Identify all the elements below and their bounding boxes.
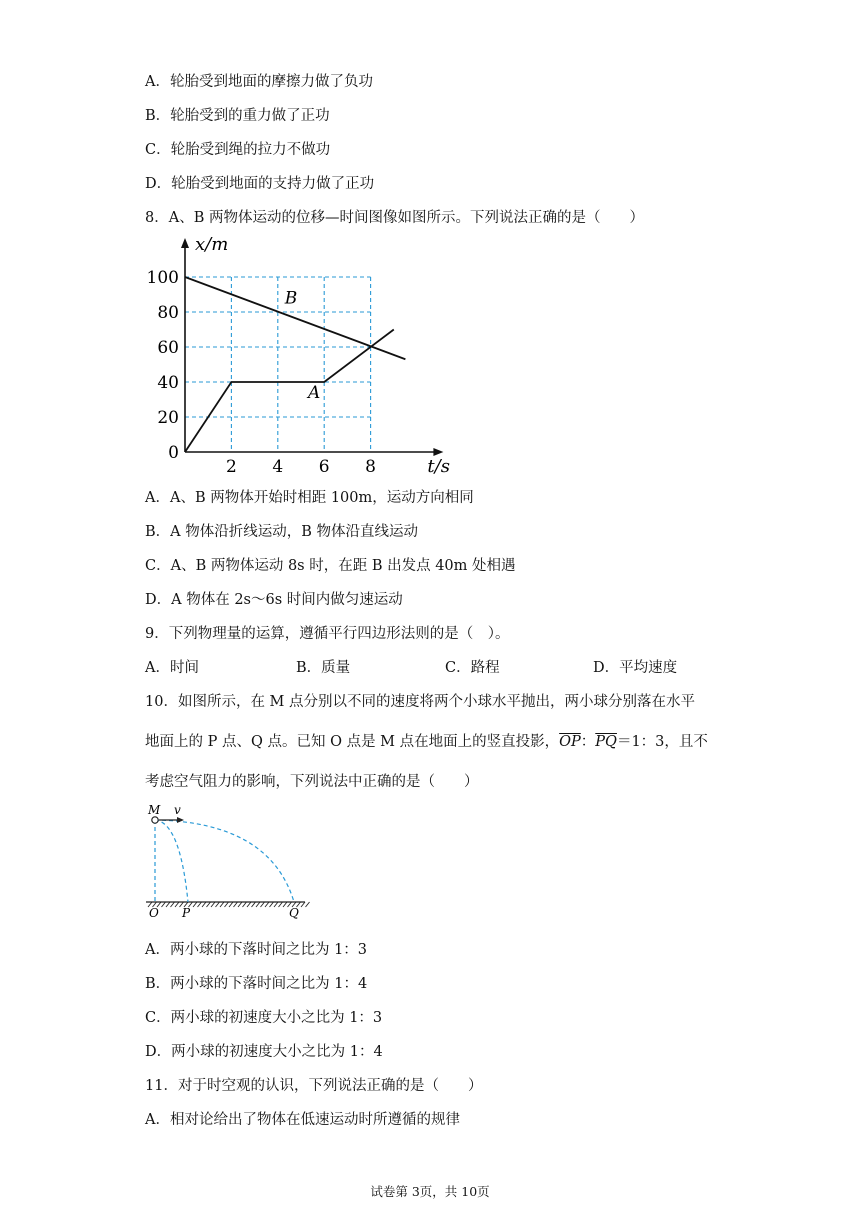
- hatch-mark: [216, 902, 220, 907]
- hatch-mark: [252, 902, 256, 907]
- y-tick-label: 20: [157, 408, 179, 428]
- y-tick-label: 100: [146, 268, 179, 288]
- x-axis-arrow: [433, 448, 443, 456]
- ground-hatch: [148, 902, 310, 907]
- series-label-a: A: [307, 382, 321, 403]
- y-tick-label: 0: [168, 443, 179, 463]
- q10-option-c: C．两小球的初速度大小之比为 1：3: [145, 1010, 383, 1026]
- q8-option-b: B．A 物体沿折线运动，B 物体沿直线运动: [145, 524, 418, 540]
- trajectory-to-p: [155, 820, 188, 902]
- q8-stem: 8．A、B 两物体运动的位移—时间图像如图所示。下列说法正确的是（ ）: [145, 210, 644, 226]
- q11-stem: 11．对于时空观的认识，下列说法正确的是（ ）: [145, 1078, 483, 1094]
- q10-stem-line2: [145, 732, 708, 752]
- hatch-mark: [256, 902, 260, 907]
- hatch-mark: [198, 902, 202, 907]
- hatch-mark: [220, 902, 224, 907]
- y-tick-label: 40: [157, 373, 179, 393]
- q9-option-c: C．路程: [445, 660, 500, 676]
- label-q: Q: [289, 906, 299, 920]
- x-tick-label: 8: [365, 457, 377, 477]
- label-m: M: [148, 803, 161, 817]
- q9-option-a: A．时间: [145, 660, 199, 676]
- hatch-mark: [229, 902, 233, 907]
- label-p: P: [182, 906, 191, 920]
- q9-option-d: D．平均速度: [593, 660, 678, 676]
- hatch-mark: [243, 902, 247, 907]
- q8-option-d: D．A 物体在 2s～6s 时间内做匀速运动: [145, 592, 403, 608]
- series-line-a: [185, 330, 394, 453]
- hatch-mark: [162, 902, 166, 907]
- ratio-colon: ：: [580, 734, 596, 750]
- q10-stem-line3: 考虑空气阻力的影响，下列说法中正确的是（ ）: [145, 774, 479, 790]
- q10-projectile-figure: [140, 800, 315, 922]
- y-tick-label: 80: [157, 303, 179, 323]
- x-tick-label: 4: [272, 457, 284, 477]
- hatch-mark: [234, 902, 238, 907]
- x-axis-label: t/s: [427, 456, 450, 477]
- q8-xt-graph: [140, 234, 450, 477]
- hatch-mark: [207, 902, 211, 907]
- hatch-mark: [261, 902, 265, 907]
- vector-pq: $\overline{PQ}$: [595, 734, 617, 750]
- page-footer: 试卷第 3页，共 10页: [370, 1184, 490, 1199]
- y-axis-label: x/m: [195, 234, 229, 255]
- q11-option-a: A．相对论给出了物体在低速运动时所遵循的规律: [145, 1112, 460, 1128]
- x-tick-label: 6: [318, 457, 330, 477]
- q10-stem-line1: 10．如图所示，在 M 点分别以不同的速度将两个小球水平抛出，两小球分别落在水平: [145, 694, 696, 710]
- q7-option-a: A．轮胎受到地面的摩擦力做了负功: [145, 74, 373, 90]
- hatch-mark: [238, 902, 242, 907]
- hatch-mark: [265, 902, 269, 907]
- point-m: [152, 817, 158, 823]
- hatch-mark: [283, 902, 287, 907]
- hatch-mark: [211, 902, 215, 907]
- label-o: O: [149, 906, 159, 920]
- q7-option-c: C．轮胎受到绳的拉力不做功: [145, 142, 331, 158]
- y-axis-arrow: [181, 238, 189, 248]
- trajectory-to-q: [155, 820, 294, 902]
- q9-option-b: B．质量: [296, 660, 351, 676]
- q10-stem-line2-a: 地面上的 P 点、Q 点。已知 O 点是 M 点在地面上的竖直投影，: [145, 734, 560, 750]
- q7-option-d: D．轮胎受到地面的支持力做了正功: [145, 176, 375, 192]
- hatch-mark: [193, 902, 197, 907]
- label-v: v: [174, 803, 181, 817]
- q8-option-c: C．A、B 两物体运动 8s 时，在距 B 出发点 40m 处相遇: [145, 558, 516, 574]
- hatch-mark: [279, 902, 283, 907]
- q10-option-d: D．两小球的初速度大小之比为 1：4: [145, 1044, 383, 1060]
- hatch-mark: [301, 902, 305, 907]
- q10-option-b: B．两小球的下落时间之比为 1：4: [145, 976, 368, 992]
- hatch-mark: [171, 902, 175, 907]
- hatch-mark: [175, 902, 179, 907]
- hatch-mark: [270, 902, 274, 907]
- x-tick-label: 2: [225, 457, 237, 477]
- hatch-mark: [202, 902, 206, 907]
- q7-option-b: B．轮胎受到的重力做了正功: [145, 108, 330, 124]
- hatch-mark: [166, 902, 170, 907]
- hatch-mark: [247, 902, 251, 907]
- q10-option-a: A．两小球的下落时间之比为 1：3: [145, 942, 368, 958]
- hatch-mark: [306, 902, 310, 907]
- hatch-mark: [274, 902, 278, 907]
- y-tick-label: 60: [157, 338, 179, 358]
- q10-stem-line2-b: ＝1：3，且不: [616, 734, 708, 750]
- q8-option-a: A．A、B 两物体开始时相距 100m，运动方向相同: [145, 490, 474, 506]
- series-label-b: B: [284, 288, 298, 309]
- q9-stem: 9．下列物理量的运算，遵循平行四边形法则的是（ ）。: [145, 626, 510, 642]
- hatch-mark: [225, 902, 229, 907]
- vector-op: $\overline{OP}$: [559, 734, 581, 750]
